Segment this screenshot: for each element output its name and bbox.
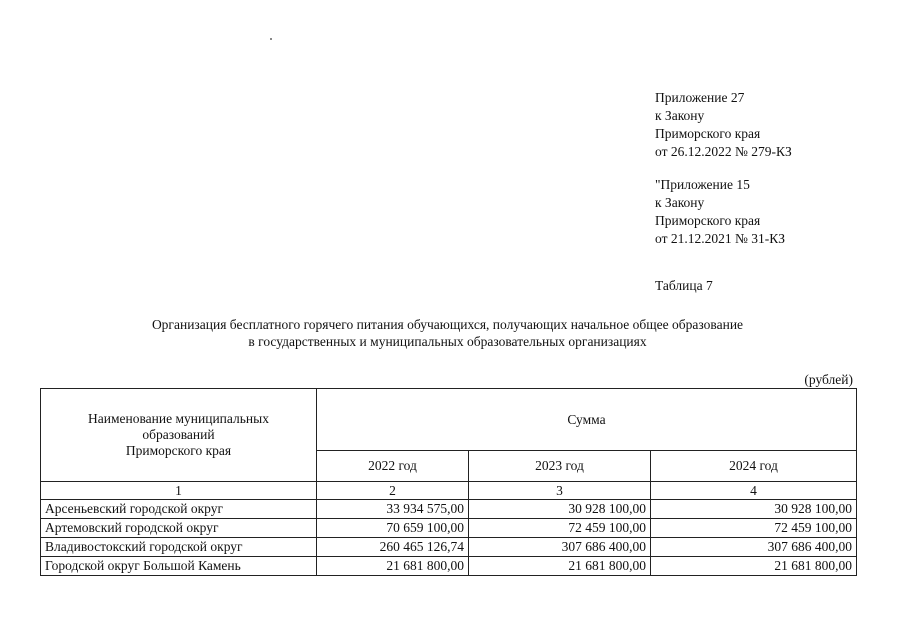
year-header-2023: 2023 год bbox=[469, 451, 651, 482]
funding-table bbox=[40, 388, 857, 576]
header-line: Приморского края bbox=[125, 443, 232, 458]
appendix-line: Приложение 27 bbox=[655, 90, 745, 105]
appendix-line: от 21.12.2021 № 31-КЗ bbox=[655, 231, 785, 246]
amount-2023: 72 459 100,00 bbox=[469, 519, 651, 538]
municipality-header bbox=[41, 389, 317, 482]
document-title bbox=[40, 316, 855, 350]
table-row bbox=[41, 500, 857, 519]
header-line: образований bbox=[142, 427, 215, 442]
amount-2024: 21 681 800,00 bbox=[651, 557, 857, 576]
amount-2024: 30 928 100,00 bbox=[651, 500, 857, 519]
title-line-1: Организация бесплатного горячего питания обучающихся, получающих начальное общее образование bbox=[151, 317, 744, 332]
municipality-name: Арсеньевский городской округ bbox=[41, 500, 317, 519]
column-number-row bbox=[41, 482, 857, 500]
table-row bbox=[41, 519, 857, 538]
header-line: Наименование муниципальных bbox=[88, 411, 269, 426]
table-row bbox=[41, 557, 857, 576]
units-label: (рублей) bbox=[804, 372, 853, 387]
table-row bbox=[41, 538, 857, 557]
appendix-line: к Закону bbox=[655, 195, 705, 210]
municipality-name: Городской округ Большой Камень bbox=[41, 557, 317, 576]
municipality-name: Владивостокский городской округ bbox=[41, 538, 317, 557]
amount-2022: 33 934 575,00 bbox=[317, 500, 469, 519]
scan-speck bbox=[270, 38, 272, 40]
appendix-line: Приморского края bbox=[655, 213, 761, 228]
amount-2023: 30 928 100,00 bbox=[469, 500, 651, 519]
table-label: Таблица 7 bbox=[655, 278, 713, 293]
year-header-2024: 2024 год bbox=[651, 451, 857, 482]
year-header-2022: 2022 год bbox=[317, 451, 469, 482]
amount-2024: 307 686 400,00 bbox=[651, 538, 857, 557]
title-line-2: в государственных и муниципальных образовательных организациях bbox=[248, 334, 647, 349]
sum-header: Сумма bbox=[317, 389, 857, 451]
amount-2023: 21 681 800,00 bbox=[469, 557, 651, 576]
appendix-line: "Приложение 15 bbox=[655, 177, 750, 192]
column-number: 1 bbox=[41, 482, 317, 500]
column-number: 2 bbox=[317, 482, 469, 500]
municipality-name: Артемовский городской округ bbox=[41, 519, 317, 538]
appendix-line: от 26.12.2022 № 279-КЗ bbox=[655, 144, 792, 159]
appendix-line: Приморского края bbox=[655, 126, 761, 141]
column-number: 4 bbox=[651, 482, 857, 500]
column-number: 3 bbox=[469, 482, 651, 500]
appendix-27-header bbox=[655, 89, 792, 161]
appendix-15-header bbox=[655, 176, 785, 248]
amount-2022: 260 465 126,74 bbox=[317, 538, 469, 557]
amount-2022: 21 681 800,00 bbox=[317, 557, 469, 576]
appendix-line: к Закону bbox=[655, 108, 705, 123]
amount-2023: 307 686 400,00 bbox=[469, 538, 651, 557]
amount-2024: 72 459 100,00 bbox=[651, 519, 857, 538]
amount-2022: 70 659 100,00 bbox=[317, 519, 469, 538]
